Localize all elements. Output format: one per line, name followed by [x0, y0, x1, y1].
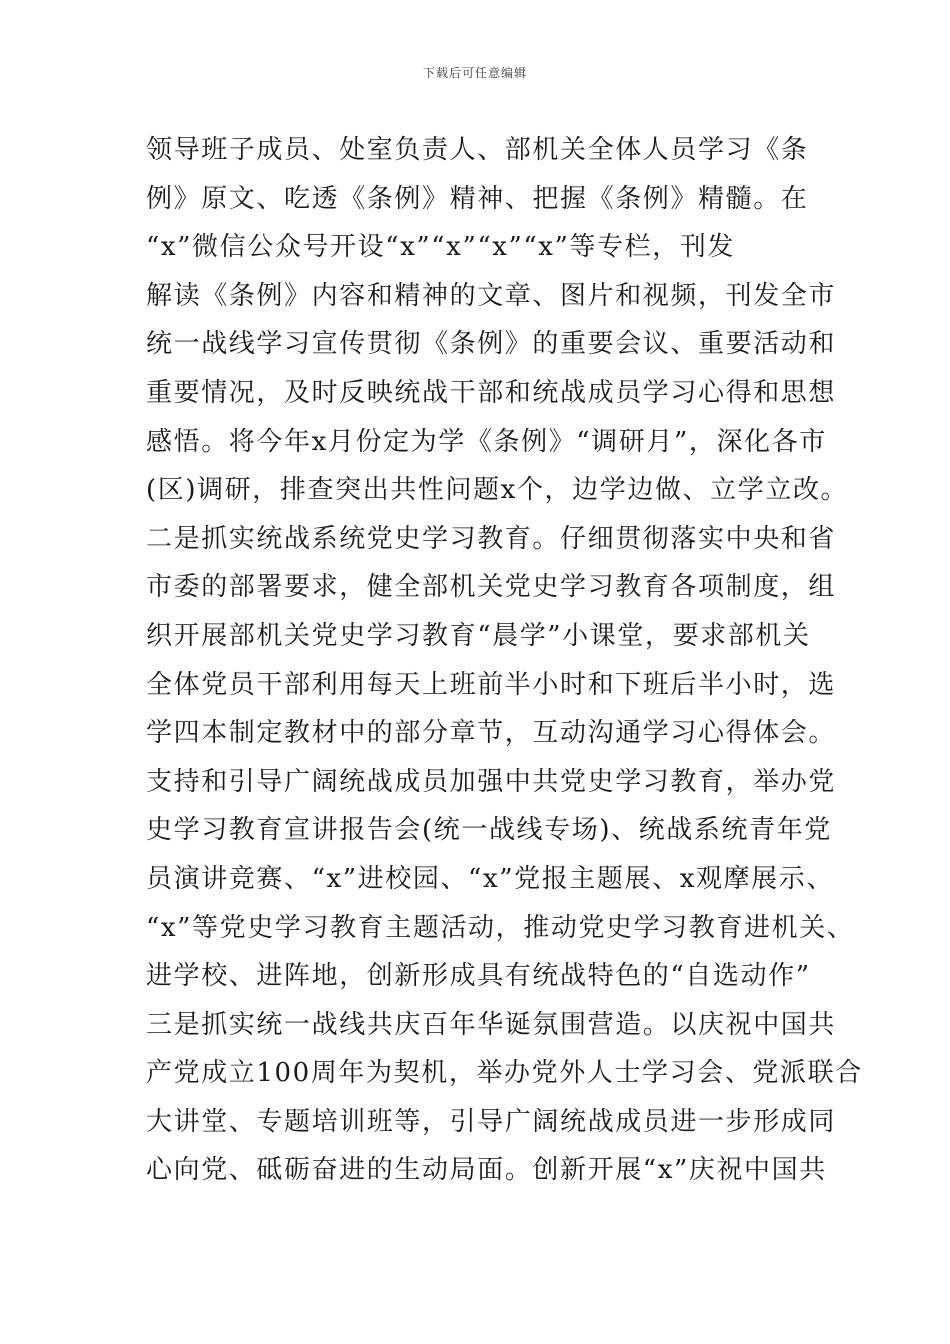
text-line: 例》原文、吃透《条例》精神、把握《条例》精髓。在: [146, 183, 809, 214]
text-line: 产党成立100周年为契机，举办党外人士学习会、党派联合: [146, 1058, 863, 1089]
text-line: 二是抓实统战系统党史学习教育。仔细贯彻落实中央和省: [146, 523, 837, 554]
text-line: 市委的部署要求，健全部机关党史学习教育各项制度，组: [146, 572, 837, 603]
page-header: 下载后可任意编辑: [422, 66, 527, 80]
text-line: 支持和引导广阔统战成员加强中共党史学习教育，举办党: [146, 766, 837, 797]
text-line: 员演讲竞赛、“x”进校园、“x”党报主题展、x观摩展示、: [146, 863, 834, 894]
text-line: 统一战线学习宣传贯彻《条例》的重要会议、重要活动和: [146, 329, 837, 360]
text-line: “x”微信公众号开设“x”“x”“x”“x”等专栏，刊发: [146, 232, 736, 263]
text-line: 重要情况，及时反映统战干部和统战成员学习心得和思想: [146, 377, 837, 408]
text-line: 领导班子成员、处室负责人、部机关全体人员学习《条: [146, 135, 809, 165]
text-line: 学四本制定教材中的部分章节，互动沟通学习心得体会。: [146, 718, 837, 749]
text-line: 织开展部机关党史学习教育“晨学”小课堂，要求部机关: [146, 620, 811, 651]
text-line: “x”等党史学习教育主题活动，推动党史学习教育进机关、: [146, 912, 855, 943]
text-line: 解读《条例》内容和精神的文章、图片和视频，刊发全市: [146, 280, 837, 311]
text-line: 史学习教育宣讲报告会(统一战线专场)、统战系统青年党: [146, 815, 832, 846]
text-line: 进学校、进阵地，创新形成具有统战特色的“自选动作”: [146, 961, 811, 992]
text-line: 三是抓实统一战线共庆百年华诞氛围营造。以庆祝中国共: [146, 1009, 837, 1040]
text-line: 全体党员干部利用每天上班前半小时和下班后半小时，选: [146, 669, 837, 700]
document-body: [146, 128, 863, 1197]
text-line: (区)调研，排查突出共性问题x个，边学边做、立学立改。: [146, 475, 849, 506]
text-line: 感悟。将今年x月份定为学《条例》“调研月”，深化各市: [146, 426, 827, 457]
text-line: 心向党、砥砺奋进的生动局面。创新开展“x”庆祝中国共: [146, 1155, 827, 1186]
text-line: 大讲堂、专题培训班等，引导广阔统战成员进一步形成同: [146, 1106, 837, 1137]
